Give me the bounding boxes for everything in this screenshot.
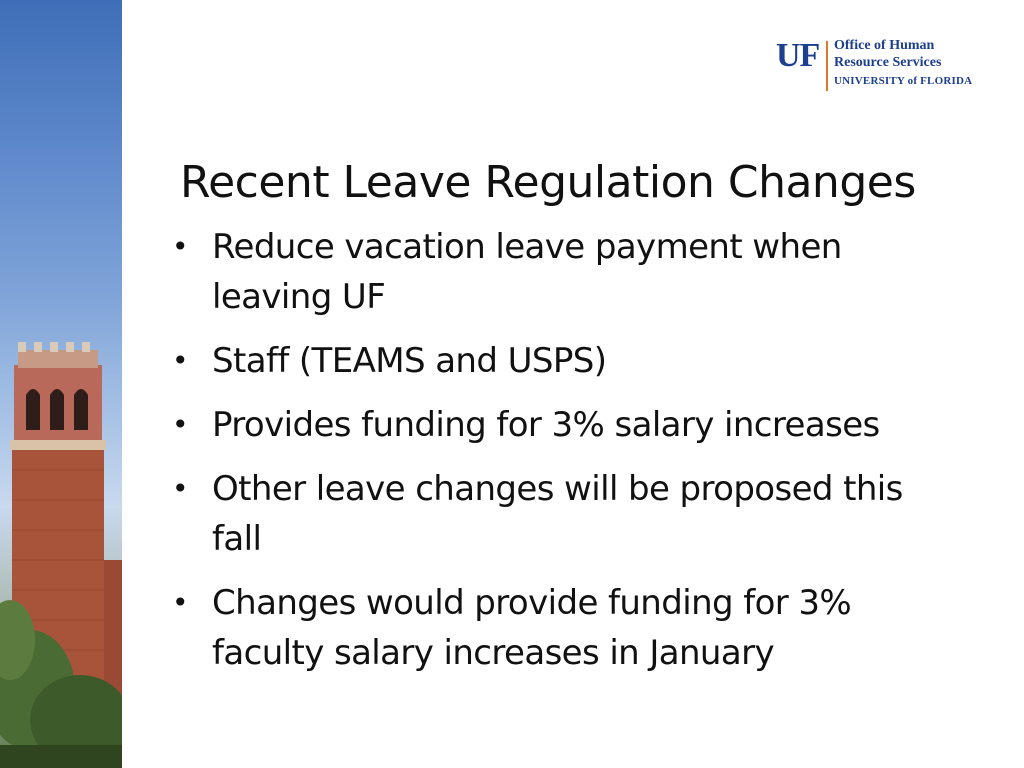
- bullet-glyph: •: [172, 408, 189, 441]
- bullet-item: [172, 222, 972, 322]
- bullet-text: Reduce vacation leave payment when leaving UF: [212, 227, 842, 317]
- bullet-item: [172, 336, 972, 386]
- bullet-text: Staff (TEAMS and USPS): [212, 341, 607, 381]
- bullet-item: [172, 578, 972, 678]
- bullet-glyph: •: [172, 344, 189, 377]
- bullet-text: Provides funding for 3% salary increases: [212, 405, 880, 445]
- logo-office-text: Office of Human: [834, 38, 935, 53]
- campus-tower-photo: [0, 0, 122, 768]
- bullet-glyph: •: [172, 230, 189, 263]
- bullet-glyph: •: [172, 586, 189, 619]
- uf-hr-logo: [776, 38, 994, 96]
- bullet-item: [172, 464, 972, 564]
- clock-tower-image: [0, 0, 122, 768]
- bullet-text: Other leave changes will be proposed this fall: [212, 469, 903, 559]
- logo-department-text: Resource Services: [834, 55, 942, 70]
- bullet-text: Changes would provide funding for 3% faculty salary increases in January: [212, 583, 852, 673]
- bullet-glyph: •: [172, 472, 189, 505]
- slide-title: Recent Leave Regulation Changes: [180, 157, 916, 209]
- uf-logo-mark: UF: [776, 37, 820, 74]
- bullet-item: [172, 400, 972, 450]
- logo-university-text: UNIVERSITY of FLORIDA: [834, 75, 973, 87]
- bullet-list: [172, 222, 972, 692]
- logo-divider: [826, 41, 828, 91]
